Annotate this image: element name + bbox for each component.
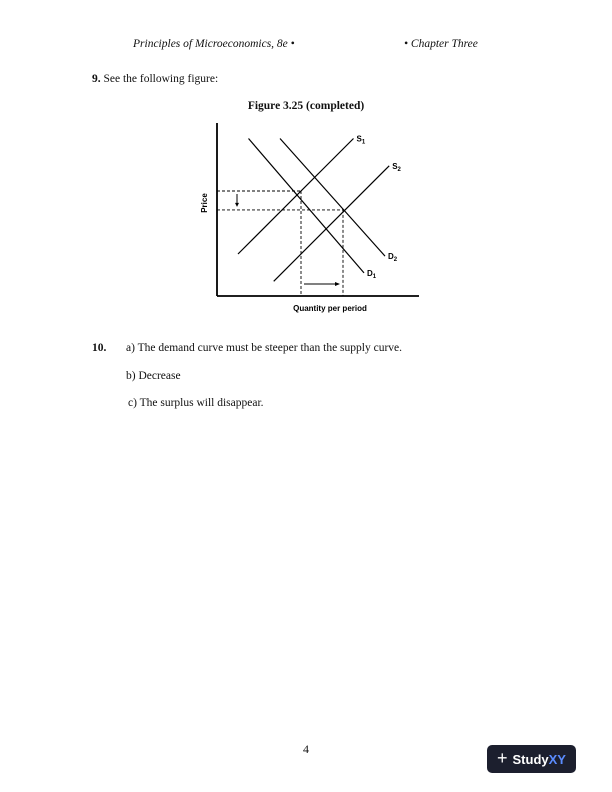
curve-s2	[274, 166, 390, 281]
question-9-number: 9.	[92, 73, 101, 85]
question-9	[92, 73, 218, 85]
question-10-part-c: c) The surplus will disappear.	[128, 397, 264, 409]
supply-demand-chart	[195, 115, 430, 320]
curve-label-d1: $D_1$	[367, 268, 377, 280]
question-9-text: See the following figure:	[103, 73, 219, 85]
curve-d2	[280, 139, 385, 257]
plus-icon: +	[497, 748, 508, 768]
curve-d1	[249, 139, 365, 273]
x-axis-label: Quantity per period	[293, 304, 367, 313]
figure-title: Figure 3.25 (completed)	[247, 100, 365, 112]
header-chapter: • Chapter Three	[404, 38, 478, 50]
arrow-quantity-increase-head	[335, 282, 340, 286]
logo-word-xy: XY	[548, 751, 566, 767]
studyxy-logo	[487, 745, 576, 773]
question-10-part-a: a) The demand curve must be steeper than the supply curve.	[126, 342, 403, 354]
question-10-part-b: b) Decrease	[126, 370, 181, 382]
curve-label-s2: $S_2$	[392, 161, 401, 173]
curve-label-d2: $D_2$	[388, 252, 398, 264]
header-book-title: Principles of Microeconomics, 8e •	[133, 38, 295, 50]
arrow-price-decrease-head	[235, 203, 239, 207]
y-axis-label: Price	[200, 193, 209, 213]
question-10	[92, 342, 106, 354]
curve-label-s1: $S_1$	[356, 134, 366, 146]
page-number: 4	[303, 742, 309, 756]
question-10-number: 10.	[92, 342, 107, 354]
logo-word-study: Study	[512, 751, 549, 767]
